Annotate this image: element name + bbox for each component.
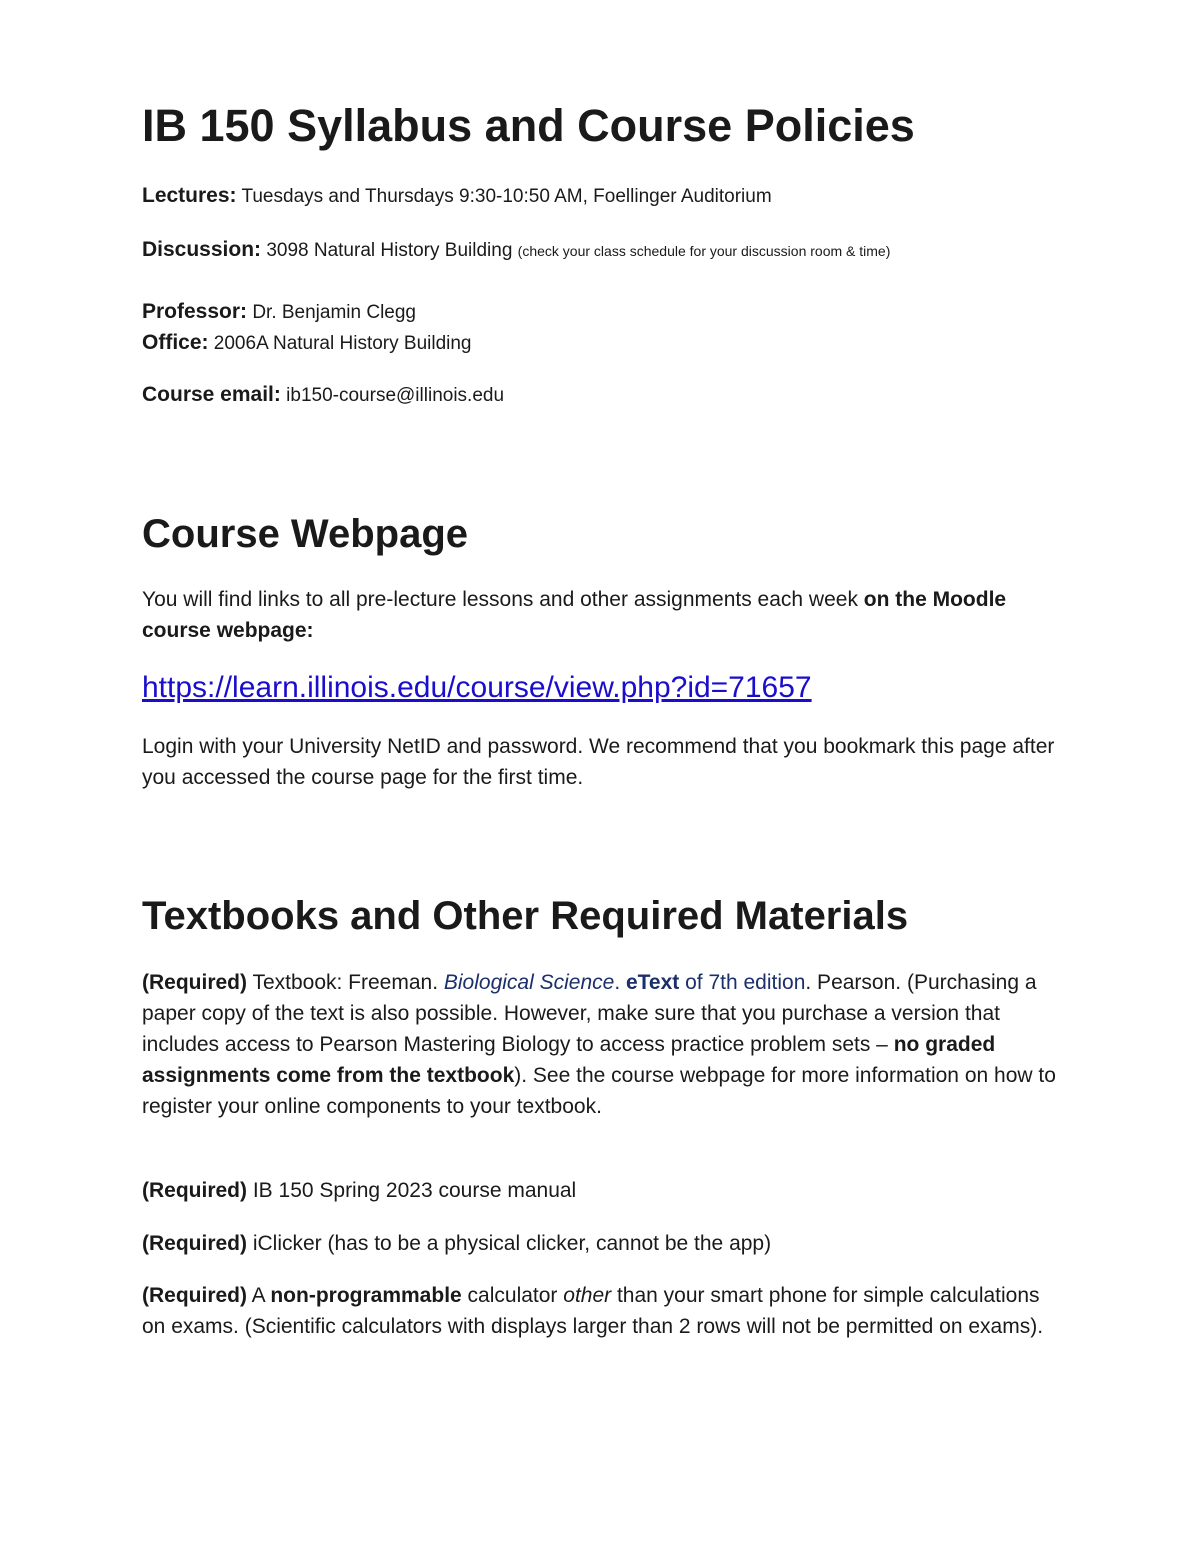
required-tag: (Required) — [142, 1284, 247, 1307]
discussion-line — [142, 238, 890, 263]
email-line — [142, 383, 504, 408]
page-title: IB 150 Syllabus and Course Policies — [142, 100, 915, 151]
webpage-intro-text: You will find links to all pre-lecture lessons and other assignments each week — [142, 588, 864, 611]
lectures-label: Lectures: — [142, 184, 237, 207]
webpage-intro — [142, 584, 1062, 646]
required-tag: (Required) — [142, 1232, 247, 1255]
textbook-title: Biological Science — [443, 971, 615, 994]
office-label: Office: — [142, 331, 209, 354]
iclicker-text: iClicker (has to be a physical clicker, cannot be the app) — [247, 1232, 772, 1255]
discussion-note: (check your class schedule for your discussion room & time) — [517, 243, 891, 259]
webpage-intro-bold: on the Moodle course webpage: — [142, 588, 1007, 642]
email-label: Course email: — [142, 383, 281, 406]
calculator-end: than your smart phone for simple calculations on exams. (Scientific calculators with displays larger than 2 rows will not be permitted on exams). — [142, 1284, 1044, 1338]
professor-label: Professor: — [142, 300, 248, 323]
textbook-bold-note: no graded assignments come from the textbook — [142, 1033, 996, 1087]
course-url-link[interactable]: https://learn.illinois.edu/course/view.php?id=71657 — [142, 671, 812, 704]
email-value[interactable]: ib150-course@illinois.edu — [286, 385, 505, 406]
iclicker-line — [142, 1228, 1062, 1259]
etext-label: eText — [625, 971, 680, 994]
professor-line — [142, 300, 416, 325]
calculator-paragraph — [142, 1280, 1062, 1342]
lectures-value: Tuesdays and Thursdays 9:30-10:50 AM, Foellinger Auditorium — [241, 186, 772, 207]
textbook-dot: . — [614, 971, 626, 994]
calculator-a: A — [247, 1284, 271, 1307]
lectures-line — [142, 184, 772, 209]
login-instructions: Login with your University NetID and password. We recommend that you bookmark this page after you accessed the course page for the first time. — [142, 735, 1055, 789]
required-tag: (Required) — [142, 1179, 247, 1202]
office-line — [142, 331, 472, 356]
office-value: 2006A Natural History Building — [213, 333, 472, 354]
textbook-end: ). See the course webpage for more information on how to register your online components to your textbook. — [142, 1064, 1056, 1118]
calculator-mid: calculator — [461, 1284, 564, 1307]
textbook-after: . Pearson. (Purchasing a paper copy of the text is also possible. However, make sure that you purchase a version that includes access to Pearson Mastering Biology to access practice problem sets – — [142, 971, 1037, 1056]
manual-line — [142, 1175, 1062, 1206]
textbook-paragraph — [142, 967, 1062, 1122]
required-tag: (Required) — [142, 971, 247, 994]
calculator-bold: non-programmable — [270, 1284, 462, 1307]
manual-text: IB 150 Spring 2023 course manual — [247, 1179, 577, 1202]
discussion-label: Discussion: — [142, 238, 262, 261]
calculator-italic: other — [563, 1284, 612, 1307]
webpage-heading: Course Webpage — [142, 512, 468, 556]
materials-heading: Textbooks and Other Required Materials — [142, 894, 909, 938]
textbook-prefix: Textbook: Freeman. — [247, 971, 444, 994]
professor-value: Dr. Benjamin Clegg — [252, 302, 417, 323]
textbook-edition: of 7th edition — [679, 971, 806, 994]
discussion-value: 3098 Natural History Building — [266, 240, 513, 261]
